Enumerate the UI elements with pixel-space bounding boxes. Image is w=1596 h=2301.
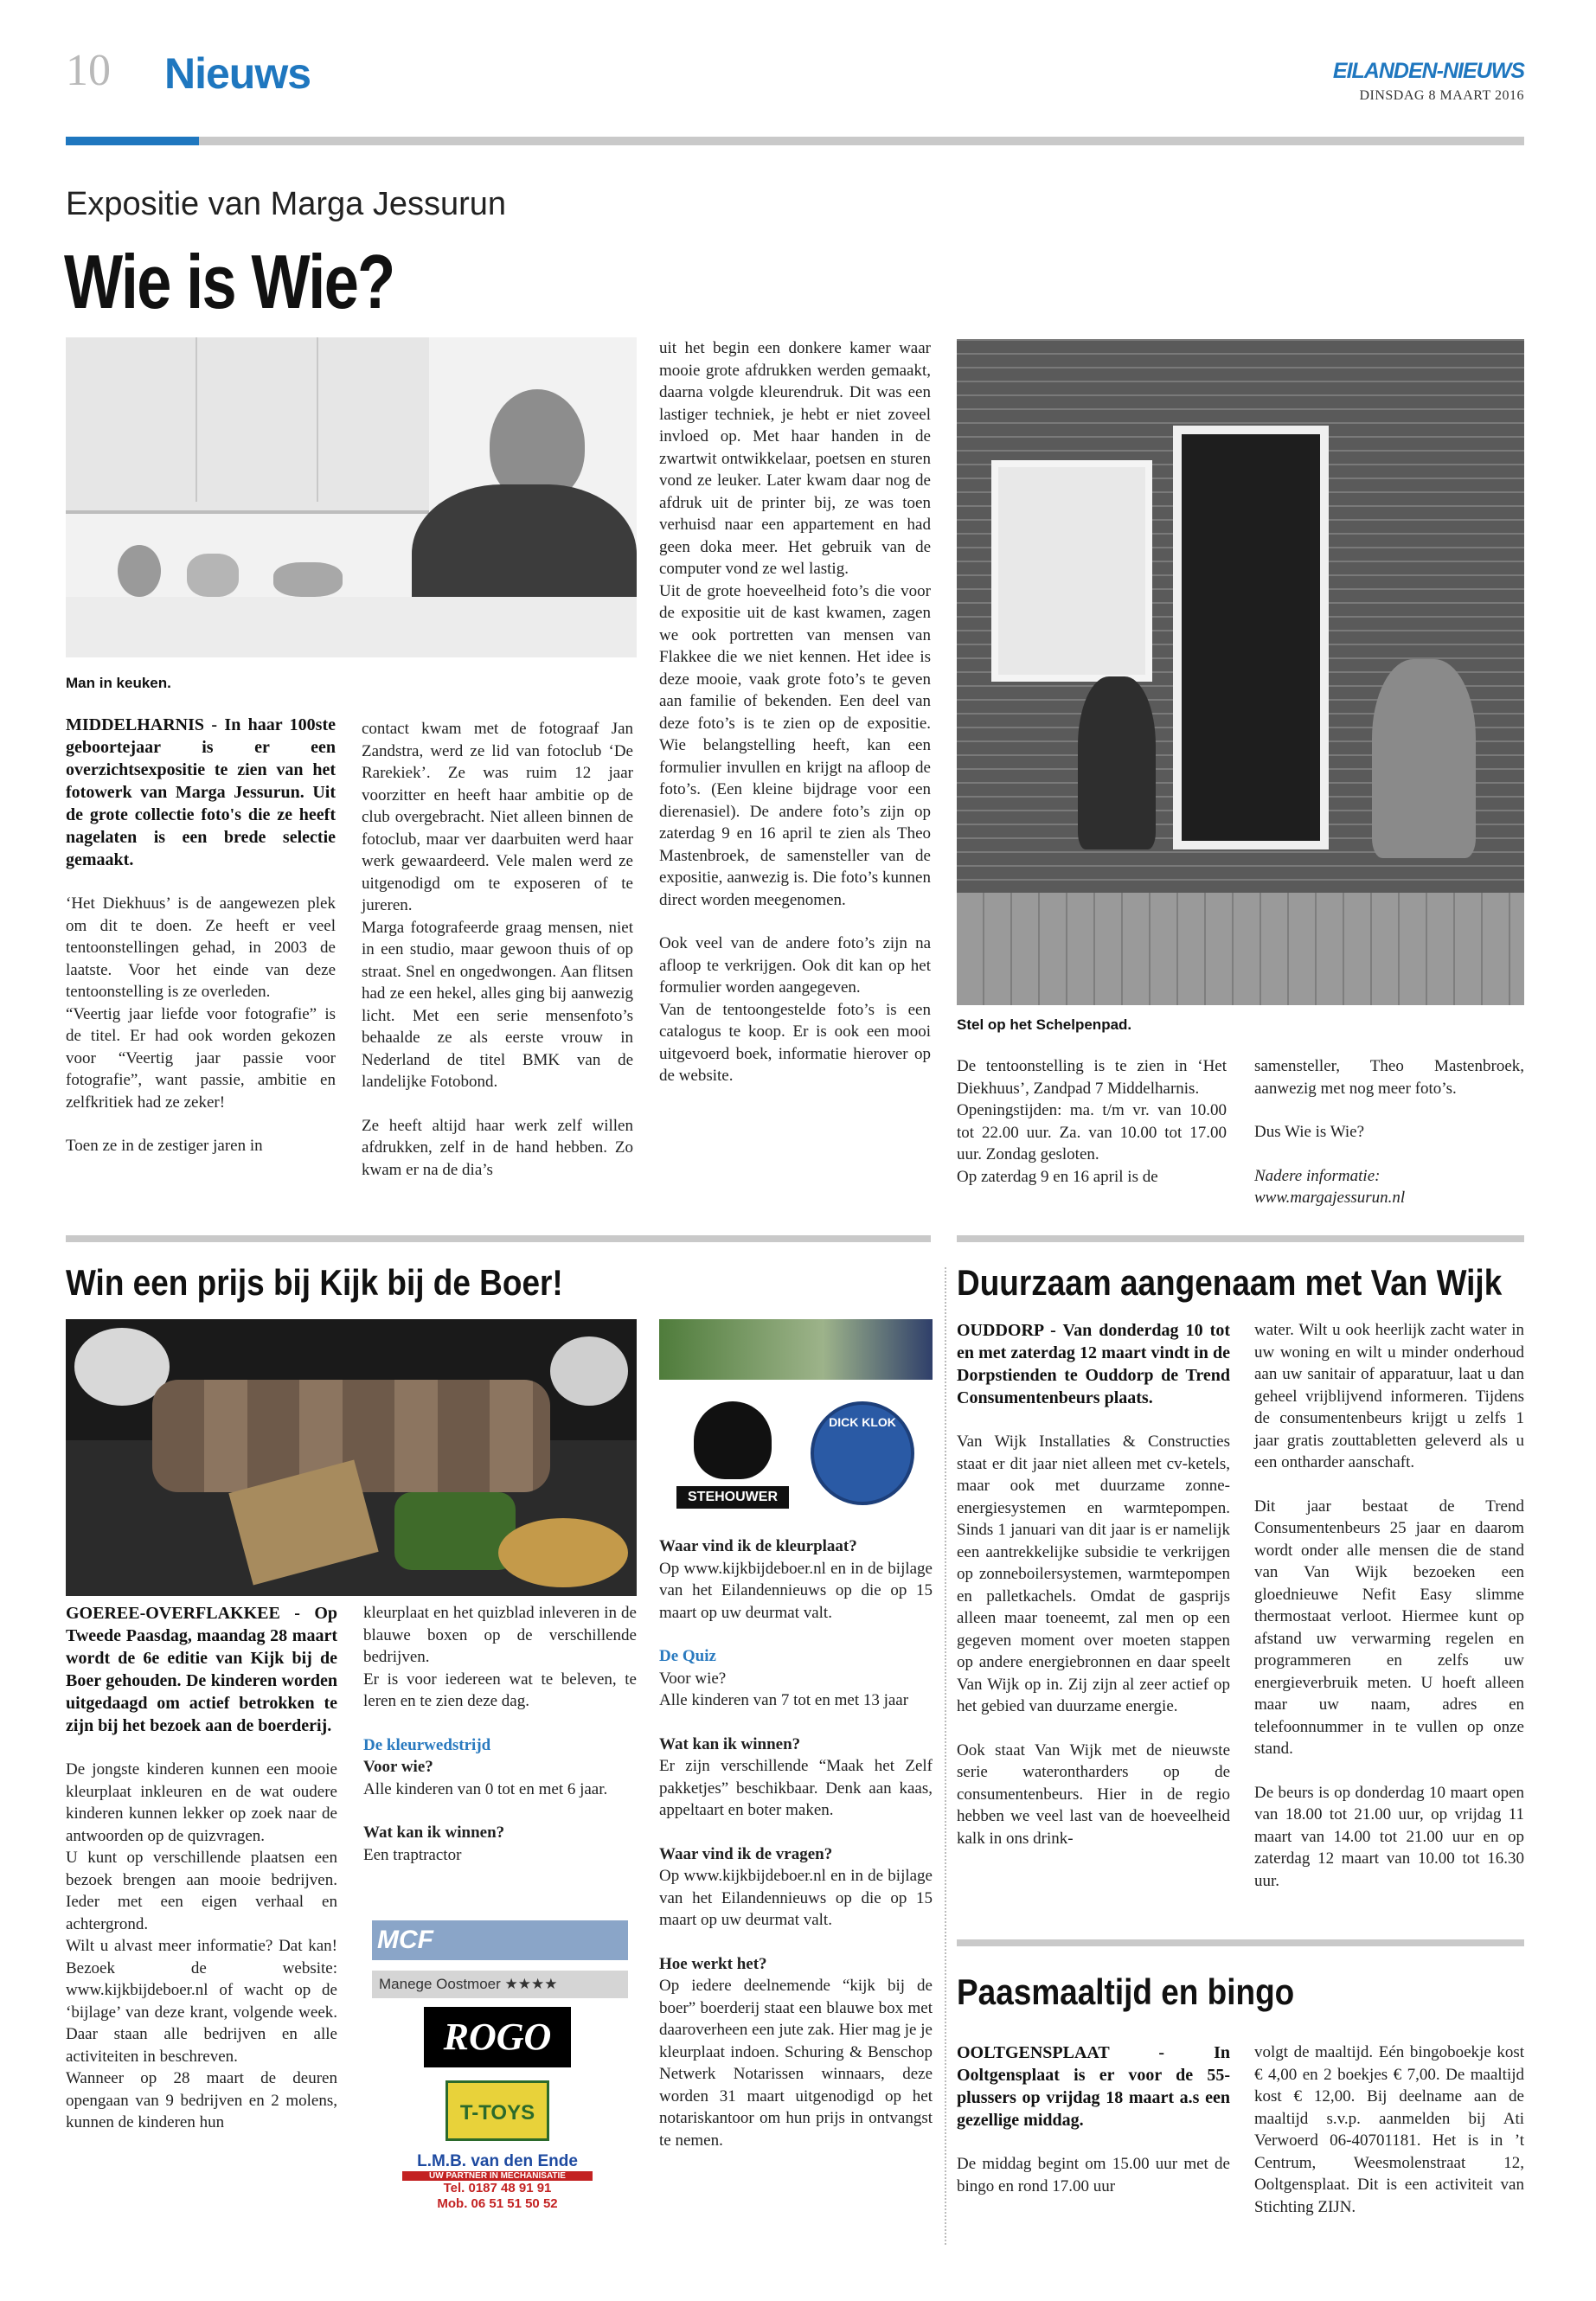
photo-man-in-kitchen [66,337,637,657]
article3-column-1 [957,1319,1230,1849]
article3-col1-paragraph: Van Wijk Installaties & Constructies staat er dit jaar niet alleen met cv-ketels, maar ook met duurzame zonne-energiesystemen en warmtepompen. Sinds 1 januari van dit jaar is er namelijk een aantrekkelijke subsidie te verkrijgen op zonneboilersystemen, warmtepompen en palletkachels. Omdat de gasprijs alleen maar toeneemt, zal men op een gegeven moment over moeten stappen op andere energiebronnen en daar speelt Van Wijk op in. Zij zijn al zeer actief op het gebied van duurzame energie. [957,1433,1230,1715]
article1-kicker: Expositie van Marga Jessurun [66,186,507,222]
tractor-banner [659,1319,933,1380]
page-number: 10 [66,46,111,95]
lmb-logo-name: L.M.B. van den Ende [417,2152,578,2170]
rooster-icon [694,1401,772,1479]
kleurwedstrijd-heading: De kleurwedstrijd [363,1735,491,1754]
article1-col3-paragraph-2: Ook veel van de andere foto’s zijn na afloop te verkrijgen. Ook dit kan op het formulier worden aangegeven. Van de tentoongestelde foto’s is een catalogus te koop. Er is ook een mooi uitgevoerd boek, informatie hierover op de website. [659,934,931,1085]
article2-col2-paragraph: kleurplaat en het quizblad inleveren in de blauwe boxen op de verschillende bedrijven. Er is voor iedereen wat te beleven, te leren en te zien deze dag. [363,1604,637,1710]
article3-col1-paragraph-2: Ook staat Van Wijk met de nieuwste serie waterontharders op de consumentenbeurs. Hier in de regio hebben we veel last van de hoeveelheid kalk in ons drink- [957,1740,1230,1848]
manege-logo [372,1971,628,1998]
photo-children-on-farm [66,1319,637,1596]
issue-date: DINSDAG 8 MAART 2016 [1359,88,1524,103]
kleurplaat-where-question: Waar vind ik de kleurplaat? [659,1537,857,1555]
quiz-answer-4: Op iedere deelnemende “kijk bij de boer” boerderij staat een blauwe box met daaroverheen een jute zak. Hier mag je je kleurplaat indoen. Schuring & Benschop Netwerk Notarissen winnaars, deze worden 31 maart uitgenodigd op het notariskantoor om hun prijs in ontvangst te nemen. [659,1977,933,2150]
rogo-logo-text: ROGO [443,2016,552,2058]
stehouwer-logo-text: STEHOUWER [676,1486,789,1509]
article4-column-1 [957,2041,1230,2197]
article3-column-2 [1254,1319,1524,1892]
section-rule-right [957,1235,1524,1242]
article1-col1-paragraph: ‘Het Diekhuus’ is de aangewezen plek om dit te doen. Ze heeft er veel tentoonstellingen gehad, in 2003 de laatste. Voor het einde van deze tentoonstelling is ze overleden. “Veertig jaar liefde voor fotografie” is de titel. Er had ook worden gekozen voor “Veertig jaar passie voor fotografie”, want passie, ambitie en zelfkritiek had ze zeker! [66,894,336,1112]
article4-col1-paragraph: De middag begint om 15.00 uur met de bingo en rond 17.00 uur [957,2155,1230,2195]
quiz-question-2: Wat kan ik winnen? [659,1734,801,1753]
kleur-answer-2: Een traptractor [363,1845,462,1864]
article4-headline: Paasmaaltijd en bingo [957,1971,1295,2012]
article1-col1-paragraph-2: Toen ze in de zestiger jaren in [66,1137,263,1155]
article1-col2-paragraph: contact kwam met de fotograaf Jan Zandstra, werd ze lid van fotoclub ‘De Rarekiek’. Ze was ruim 12 jaar voorzitter en heeft haar ambitie op de club overgebracht. Niet alleen binnen de fotoclub, maar ver daarbuiten werd haar werk gewaardeerd. Vele malen werd ze uitgenodigd om te exposeren of te jureren. Marga fotografeerde graag mensen, niet in een studio, maar gewoon thuis of op straat. Snel en ongedwongen. Aan flitsen had ze een hekel, alles ging bij aanwezig licht. Met een serie mensenfoto’s behaalde ze als eerste vrouw in Nederland de titel BMK van de landelijke Fotobond. [362,720,633,1091]
kleurplaat-where-answer: Op www.kijkbijdeboer.nl en in de bijlage van het Eilandennieuws op die op 15 maart op uw deurmat valt. [659,1559,933,1622]
article3-col2-paragraph-2: Dit jaar bestaat de Trend Consumentenbeurs 25 jaar en daarom wordt onder alle mensen die de stand van Van Wijk bezoeken een gloednieuwe Nefit Easy slimme thermostaat verloot. Hiermee kunt op afstand uw verwarming regelen en programmeren en zelfs uw energieverbruik meten. U hoeft alleen maar uw naam, adres en telefoonnummer in te vullen op onze stand. [1254,1497,1524,1758]
header-rule-gray [199,137,1524,145]
article4-col2-paragraph: volgt de maaltijd. Eén bingoboekje kost € 4,00 en 2 boekjes € 7,00. De maaltijd kost € 12,00. Bij deelname aan de maaltijd s.v.p. aanmelden bij Ati Verwoerd 06-40701181. Het is in ’t Centrum, Weesmolenstraat 12, Ooltgensplaat. Dit is een activiteit van Stichting ZIJN. [1254,2043,1524,2216]
article1-column-5 [1254,1055,1524,1209]
article1-column-1 [66,714,336,1157]
sponsor-logos-left [363,1920,637,2242]
article2-column-2 [363,1602,637,1866]
rogo-logo [424,2007,571,2067]
lmb-logo-phone: Tel. 0187 48 91 91 [443,2181,552,2196]
dick-klok-logo-text: DICK KLOK [829,1415,896,1429]
quiz-answer-2: Er zijn verschillende “Maak het Zelf pakketjes” beschikbaar. Denk aan kaas, appeltaart en boter maken. [659,1757,933,1819]
photo2-caption: Stel op het Schelpenpad. [957,1016,1132,1033]
article3-lead: OUDDORP - Van donderdag 10 tot en met zaterdag 12 maart vindt in de Dorpstienden te Ouddorp de Trend Consumentenbeurs plaats. [957,1321,1230,1407]
ttoys-logo [445,2080,549,2141]
article4-lead: OOLTGENSPLAAT - In Ooltgensplaat is er voor de 55-plussers op vrijdag 18 maart a.s een gezellige middag. [957,2043,1230,2130]
photo-couple-schelpenpad [957,339,1524,1005]
column-divider [945,1267,946,2245]
article3-col2-paragraph: water. Wilt u ook heerlijk zacht water in uw woning en wilt u minder onderhoud aan uw sanitair of apparatuur, laat u dan geheel vrijblijvend informeren. Tijdens de consumentenbeurs krijgt u zelfs 1 jaar gratis zouttabletten geleverd als u een ontharder aanschaft. [1254,1321,1524,1471]
lmb-logo [402,2152,593,2239]
article2-column-1 [66,1602,337,2134]
article1-column-2 [362,718,633,1181]
dick-klok-logo [811,1401,914,1505]
article3-headline: Duurzaam aangenaam met Van Wijk [957,1262,1503,1303]
masthead-logo: EILANDEN-NIEUWS [1332,59,1524,83]
section-rule-bottom-right [957,1939,1524,1946]
header-rule-blue [66,137,199,145]
sponsor-logos-right [659,1319,933,1527]
article3-col2-paragraph-3: De beurs is op donderdag 10 maart open van 18.00 tot 21.00 uur, op vrijdag 11 maart van 14.00 tot 21.00 uur en op zaterdag 12 maart van 10.00 tot 16.30 uur. [1254,1783,1524,1890]
kleur-question-1: Voor wie? [363,1758,433,1776]
mcf-logo-text: MCF [377,1926,433,1954]
article1-lead: MIDDELHARNIS - In haar 100ste geboortejaar is er een overzichtsexpositie te zien van het fotowerk van Marga Jessurun. Uit de grote collectie foto's die ze heeft nagelaten is een brede selectie gemaakt. [66,715,336,869]
article1-col2-paragraph-2: Ze heeft altijd haar werk zelf willen afdrukken, zelf in de hand hebben. Zo kwam er na de dia’s [362,1116,633,1179]
section-rule-left [66,1235,931,1242]
article2-col1-paragraph: De jongste kinderen kunnen een mooie kleurplaat inkleuren en de wat oudere kinderen kunnen lekker op zoek naar de antwoorden op de quizvragen. U kunt op verschillende plaatsen een bezoek brengen aan mooie bedrijven. Ieder met een eigen verhaal en achtergrond. Wilt u alvast meer informatie? Dat kan! Bezoek de website: www.kijkbijdeboer.nl of wacht op de ‘bijlage’ van deze krant, volgende week. Daar staan alle bedrijven en alle activiteiten in beschreven. Wanneer op 28 maart de deuren opengaan van 9 bedrijven en 2 molens, kunnen de kinderen hun [66,1760,337,2131]
mcf-logo [372,1920,628,1960]
stehouwer-logo [676,1401,789,1522]
kleur-answer-1: Alle kinderen van 0 tot en met 6 jaar. [363,1779,608,1798]
article1-col5-closing: Dus Wie is Wie? [1254,1123,1365,1141]
ttoys-logo-text: T-TOYS [459,2101,535,2125]
lmb-logo-mobile: Mob. 06 51 51 50 52 [437,2195,558,2211]
quiz-answer-3: Op www.kijkbijdeboer.nl en in de bijlage van het Eilandennieuws op die op 15 maart op uw deurmat valt. [659,1867,933,1929]
lmb-logo-tagline: UW PARTNER IN MECHANISATIE [402,2171,593,2182]
article4-column-2 [1254,2041,1524,2218]
article2-lead: GOEREE-OVERFLAKKEE - Op Tweede Paasdag, maandag 28 maart wordt de 6e editie van Kijk bij de Boer gehouden. De kinderen worden uitgedaagd om actief betrokken te zijn bij het bezoek aan de boerderij. [66,1604,337,1735]
quiz-question-3: Waar vind ik de vragen? [659,1844,833,1863]
quiz-question-1: Voor wie? [659,1669,727,1688]
article1-info-label: Nadere informatie: [1254,1166,1381,1185]
article1-col4-paragraph: De tentoonstelling is te zien in ‘Het Diekhuus’, Zandpad 7 Middelharnis. Openingstijden: ma. t/m vr. van 10.00 tot 22.00 uur. Za. van 10.00 tot 17.00 uur. Zondag gesloten. Op zaterdag 9 en 16 april is de [957,1057,1227,1186]
quiz-heading: De Quiz [659,1647,716,1665]
quiz-question-4: Hoe werkt het? [659,1954,767,1973]
article1-info-url[interactable]: www.margajessurun.nl [1254,1189,1406,1207]
article1-column-3 [659,337,931,1087]
article1-headline: Wie is Wie? [64,239,394,324]
photo1-caption: Man in keuken. [66,675,171,691]
section-title: Nieuws [164,49,311,98]
article2-headline: Win een prijs bij Kijk bij de Boer! [66,1262,563,1303]
article1-column-4 [957,1055,1227,1188]
article1-col5-paragraph: samensteller, Theo Mastenbroek, aanwezig met nog meer foto’s. [1254,1057,1524,1098]
article2-column-3 [659,1535,933,2151]
quiz-answer-1: Alle kinderen van 7 tot en met 13 jaar [659,1691,909,1709]
article1-col3-paragraph: uit het begin een donkere kamer waar mooie grote afdrukken werden gemaakt, daarna volgde kleurendruk. Dit was een lastiger techniek, je hebt er niet zoveel invloed op. Met haar handen in de zwartwit ontwikkelaar, poetsen en sturen vond ze leuker. Later kwam daar nog de afdruk uit de printer bij, ze was toen verhuisd naar een appartement en had geen doka meer. Het gebruik van de computer vond ze wel lastig. Uit de grote hoeveelheid foto’s die voor de expositie uit de kast kwamen, zagen we ook portretten van mensen van Flakkee die we niet kennen. Het idee is deze mooie, vaak grote foto’s te geven aan familie of bekenden. Een deel van deze foto’s is te zien op de expositie. Wie belangstelling heeft, kan een formulier invullen en krijgt na afloop de foto’s. (Een kleine bijdrage voor een dierenasiel). De andere foto’s zijn op zaterdag 9 en 16 april te zien als Theo Mastenbroek, de samensteller van de expositie, aanwezig is. Die foto’s kunnen direct worden meegenomen. [659,339,931,909]
manege-logo-text: Manege Oostmoer ★★★★ [379,1976,558,1992]
kleur-question-2: Wat kan ik winnen? [363,1823,505,1842]
